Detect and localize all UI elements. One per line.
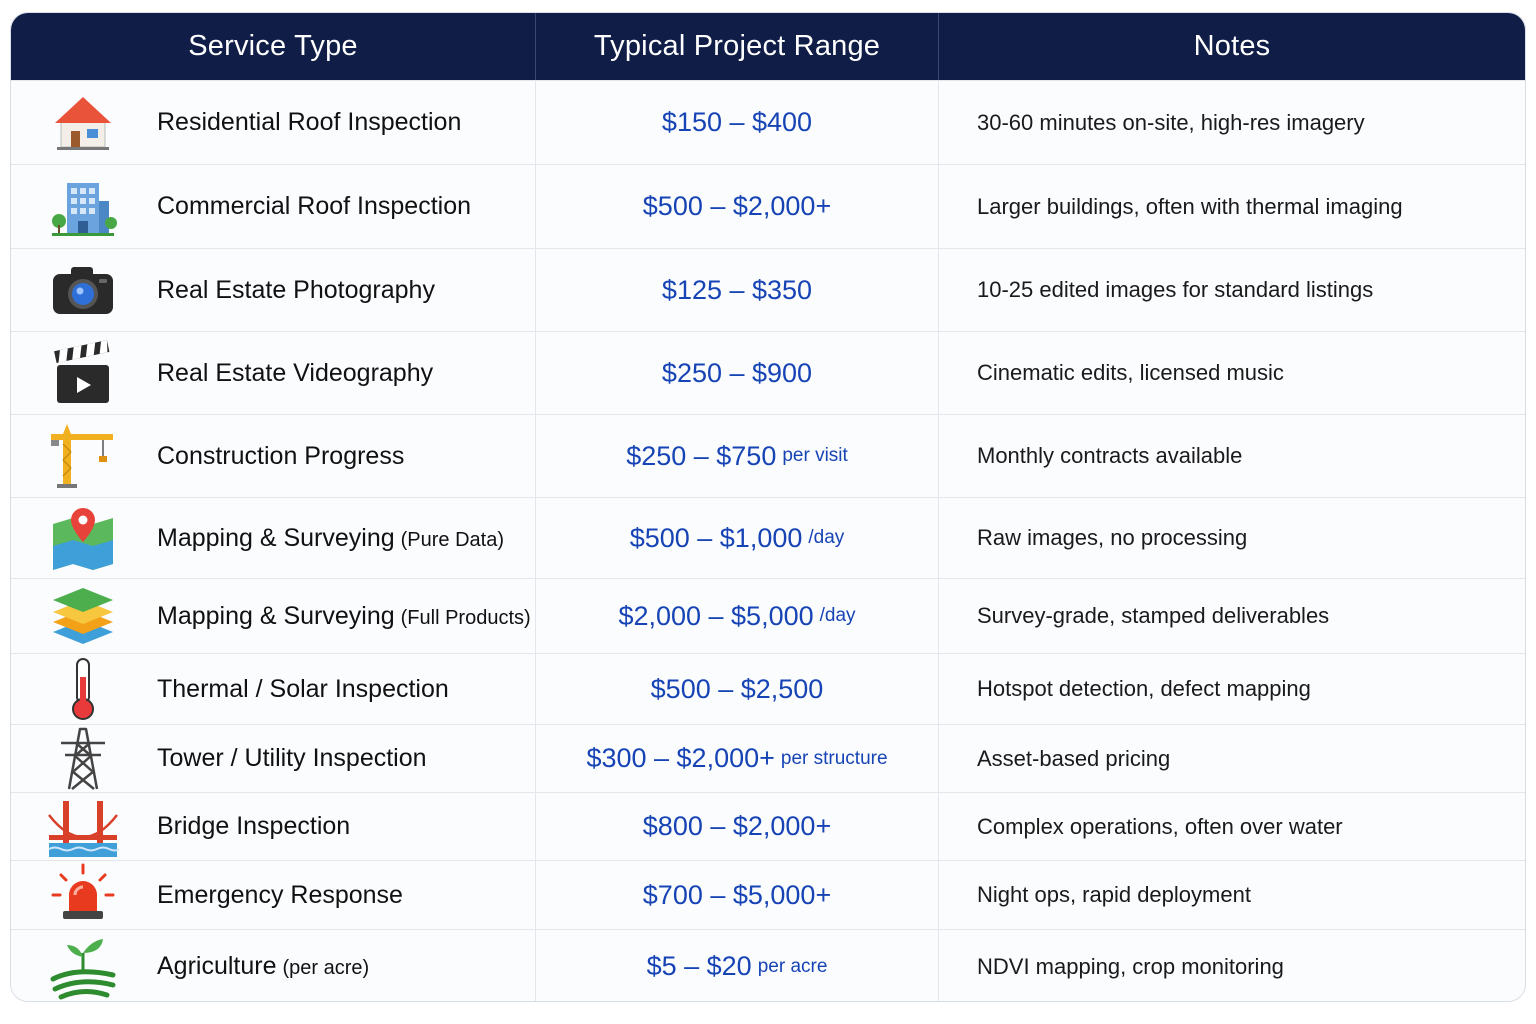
table-row <box>11 860 1525 929</box>
map-pin-icon <box>45 502 121 574</box>
service-qualifier: (Pure Data) <box>400 528 505 551</box>
service-name <box>157 108 461 137</box>
project-range-cell <box>535 332 938 414</box>
service-name <box>157 881 403 910</box>
project-range-cell <box>535 579 938 653</box>
service-label: Construction Progress <box>157 441 405 470</box>
price-range: $300 – $2,000+ <box>586 743 775 773</box>
table-row <box>11 792 1525 860</box>
bridge-icon <box>45 791 121 863</box>
service-label: Mapping & Surveying <box>157 601 395 630</box>
price-range: $150 – $400 <box>661 107 813 137</box>
service-name <box>157 192 471 221</box>
table-header <box>11 13 1525 80</box>
service-label: Agriculture <box>157 952 277 980</box>
office-building-icon <box>45 171 121 243</box>
siren-icon <box>45 859 121 931</box>
notes-cell: Cinematic edits, licensed music <box>938 332 1525 414</box>
notes-cell: Monthly contracts available <box>938 415 1525 497</box>
service-name <box>157 744 427 773</box>
table-row <box>11 653 1525 724</box>
price-unit: per visit <box>782 445 848 466</box>
table-row <box>11 497 1525 578</box>
service-cell <box>11 498 535 578</box>
price-range: $500 – $1,000 <box>629 522 803 553</box>
header-service-type: Service Type <box>188 30 358 62</box>
table-row <box>11 414 1525 497</box>
table-row <box>11 248 1525 331</box>
pricing-table <box>10 12 1526 1002</box>
price-unit: /day <box>808 527 845 548</box>
table-row <box>11 331 1525 414</box>
project-range-cell <box>535 81 938 164</box>
project-range-cell <box>535 249 938 331</box>
project-range-cell <box>535 861 938 929</box>
price-range: $700 – $5,000+ <box>642 879 832 910</box>
notes-cell: NDVI mapping, crop monitoring <box>938 930 1525 1002</box>
price-range: $800 – $2,000+ <box>642 811 832 841</box>
notes-cell: Raw images, no processing <box>938 498 1525 578</box>
service-cell <box>11 861 535 929</box>
service-name <box>157 675 449 704</box>
price-range: $250 – $900 <box>661 357 813 388</box>
service-name <box>157 276 435 305</box>
notes-cell: Survey-grade, stamped deliverables <box>938 579 1525 653</box>
service-label: Real Estate Videography <box>157 358 434 387</box>
table-row <box>11 929 1525 1002</box>
table-body <box>11 80 1525 1002</box>
clapperboard-icon <box>45 337 121 409</box>
crane-icon <box>45 420 121 492</box>
service-label: Commercial Roof Inspection <box>157 192 472 220</box>
notes-cell: Night ops, rapid deployment <box>938 861 1525 929</box>
service-cell <box>11 579 535 653</box>
service-label: Emergency Response <box>157 880 403 909</box>
layers-icon <box>45 580 121 652</box>
service-cell <box>11 332 535 414</box>
service-cell <box>11 165 535 248</box>
service-qualifier: (per acre) <box>282 957 370 979</box>
project-range-cell <box>535 793 938 860</box>
notes-cell: 10-25 edited images for standard listings <box>938 249 1525 331</box>
service-cell <box>11 930 535 1002</box>
header-notes: Notes <box>938 13 1525 80</box>
service-name <box>157 524 504 553</box>
service-cell <box>11 654 535 724</box>
service-label: Mapping & Surveying <box>157 523 395 552</box>
service-cell <box>11 725 535 792</box>
notes-cell: Complex operations, often over water <box>938 793 1525 860</box>
price-range: $125 – $350 <box>661 274 813 305</box>
price-unit: per structure <box>780 747 888 769</box>
price-range: $5 – $20 <box>646 951 752 981</box>
service-label: Residential Roof Inspection <box>157 108 462 136</box>
notes-cell: 30-60 minutes on-site, high-res imagery <box>938 81 1525 164</box>
table-row <box>11 164 1525 248</box>
service-qualifier: (Full Products) <box>400 606 531 629</box>
price-range: $500 – $2,500 <box>650 673 824 704</box>
table-row <box>11 724 1525 792</box>
service-name <box>157 602 531 631</box>
price-range: $250 – $750 <box>626 440 777 471</box>
service-label: Bridge Inspection <box>157 812 351 840</box>
table-row <box>11 578 1525 653</box>
sprout-field-icon <box>45 931 121 1003</box>
service-name <box>157 812 350 841</box>
project-range-cell <box>535 654 938 724</box>
service-name <box>157 442 404 471</box>
service-cell <box>11 81 535 164</box>
project-range-cell <box>535 165 938 248</box>
notes-cell: Larger buildings, often with thermal imaging <box>938 165 1525 248</box>
service-cell <box>11 415 535 497</box>
notes-cell: Asset-based pricing <box>938 725 1525 792</box>
service-name <box>157 359 433 388</box>
project-range-cell <box>535 725 938 792</box>
notes-cell: Hotspot detection, defect mapping <box>938 654 1525 724</box>
service-label: Real Estate Photography <box>157 275 435 304</box>
project-range-cell <box>535 498 938 578</box>
service-cell <box>11 793 535 860</box>
camera-icon <box>45 254 121 326</box>
power-tower-icon <box>45 723 121 795</box>
service-cell <box>11 249 535 331</box>
house-icon <box>45 87 121 159</box>
table-row <box>11 80 1525 164</box>
service-label: Tower / Utility Inspection <box>157 744 427 772</box>
service-name <box>157 952 369 981</box>
project-range-cell <box>535 415 938 497</box>
price-range: $500 – $2,000+ <box>642 191 832 221</box>
price-unit: /day <box>819 605 856 626</box>
thermometer-icon <box>45 653 121 725</box>
service-label: Thermal / Solar Inspection <box>157 674 449 703</box>
header-project-range: Typical Project Range <box>535 13 938 80</box>
price-unit: per acre <box>757 955 828 977</box>
project-range-cell <box>535 930 938 1002</box>
price-range: $2,000 – $5,000 <box>618 600 814 631</box>
